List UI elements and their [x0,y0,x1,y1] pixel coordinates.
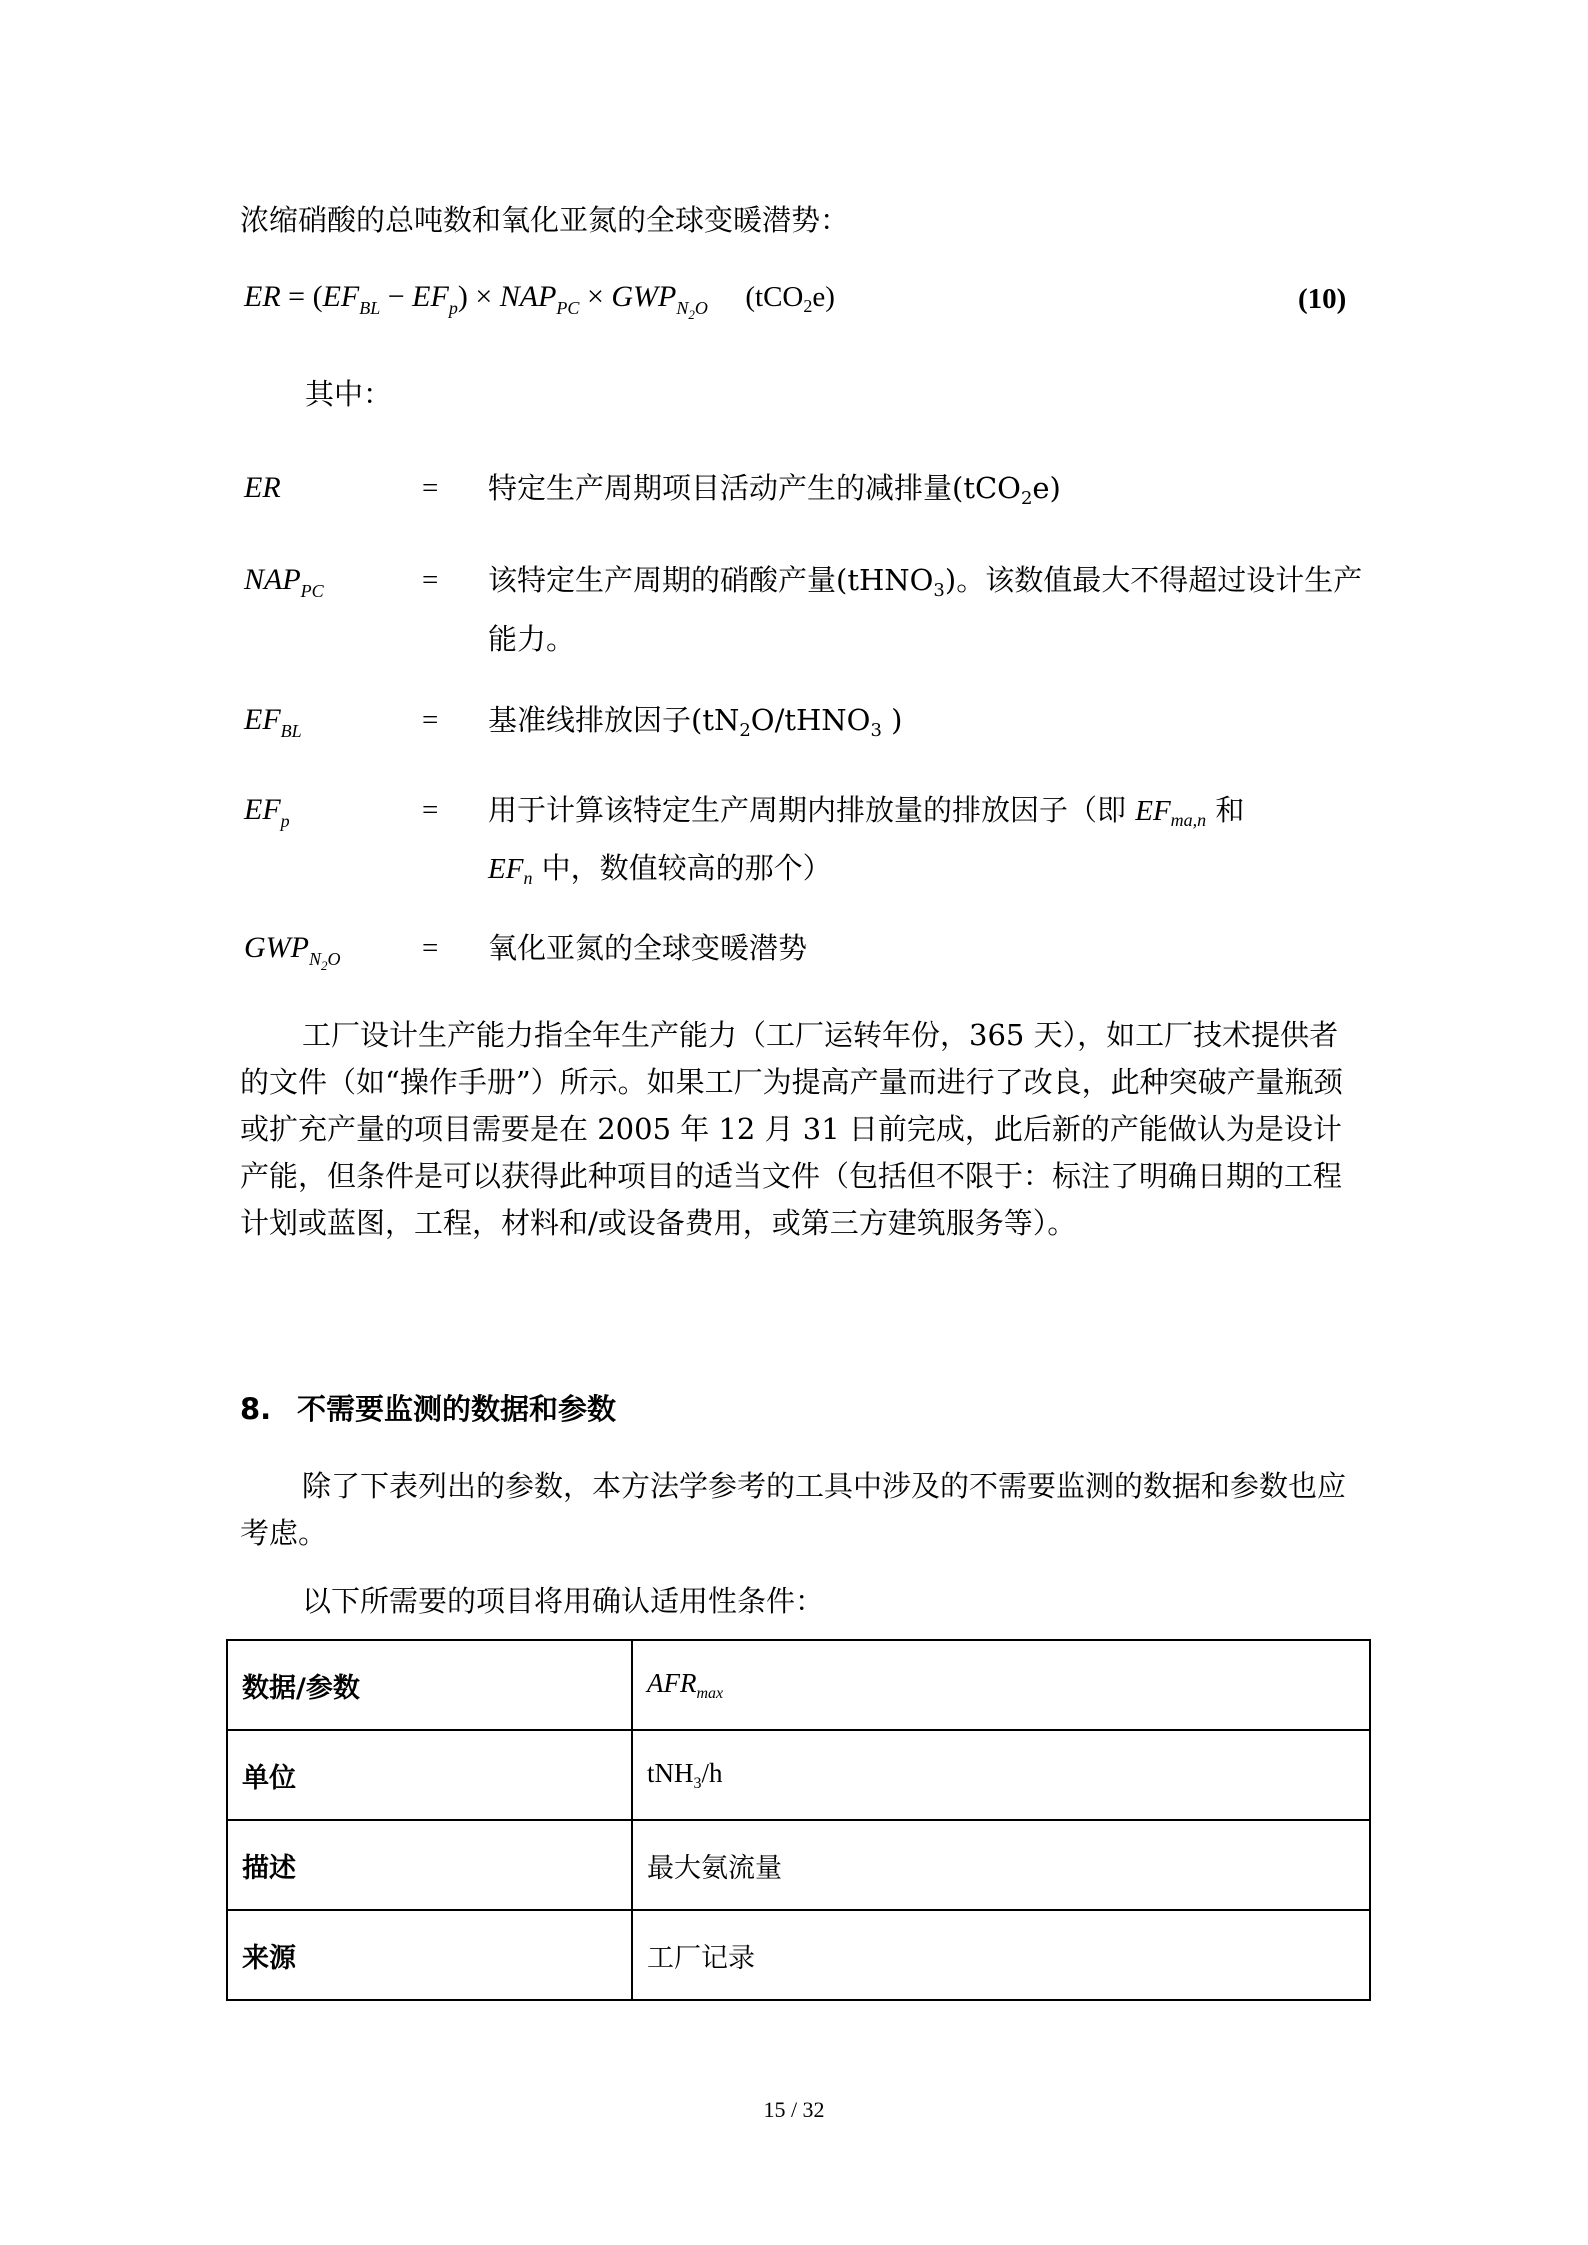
definition-text: 用于计算该特定生产周期内排放量的排放因子（即 $EF_{ma,n}$ 和 $EF_n$ 中，数值较高的那个） [488,793,1245,888]
definition-text: 该特定生产周期的硝酸产量(tHNO$_3$)。该数值最大不得超过设计生产能力。 [488,563,1363,656]
parameter-table [226,1639,1371,2001]
definition-text: 基准线排放因子($tN_2O/tHNO_3$ ) [488,703,903,741]
symbol-ef-bl: $EF_{BL}$ [244,703,302,741]
section-heading [240,1387,616,1428]
symbol-ef-p: $EF_p$ [244,793,290,831]
equals-sign: = [422,704,439,736]
table-value: $AFR_{max}$ [632,1640,1370,1730]
table-row [227,1640,1370,1730]
section-title: 不需要监测的数据和参数 [297,1392,617,1426]
section-paragraph: 除了下表列出的参数，本方法学参考的工具中涉及的不需要监测的数据和参数也应考虑。 [240,1469,1347,1550]
equals-sign: = [422,564,439,596]
equals-sign: = [422,932,439,964]
equation-10: ER = $(EF_{BL} - EF_p) \times NAP_{PC} \times GWP_{N_2O}$ (tCO$_2$e) [244,280,835,322]
table-row [227,1730,1370,1820]
capacity-paragraph: 工厂设计生产能力指全年生产能力（工厂运转年份，365 天），如工厂技术提供者的文件（如“操作手册”）所示。如果工厂为提高产量而进行了改良，此种突破产量瓶颈或扩充产量的项目需要是在 2005 年 12 月 31 日前完成，此后新的产能做认为是设计产能，但条件是可以获得此种项目的适当文件（包括但不限于：标注了明确日期的工程计划或蓝图，工程，材料和/或设备费用，或第三方建筑服务等）。 [240,1018,1343,1240]
equals-sign: = [422,472,439,504]
equation-number: (10) [1298,283,1347,315]
equals-sign: = [422,794,439,826]
table-row [227,1910,1370,2000]
table-key: 数据/参数 [227,1640,632,1730]
applicability-line: 以下所需要的项目将用确认适用性条件： [302,1584,825,1618]
definition-text: 氧化亚氮的全球变暖潜势 [488,931,808,965]
page-number: 15 / 32 [763,2097,825,2122]
symbol-gwp-n2o: $GWP_{N_2O}$ [244,931,341,973]
section-number: 8. [240,1392,272,1426]
definition-text: 特定生产周期项目活动产生的减排量(tCO$_2$e) [488,471,1061,509]
symbol-er: ER [244,471,281,504]
where-label: 其中： [305,377,393,411]
table-value: 工厂记录 [632,1910,1370,2000]
table-key: 单位 [227,1730,632,1820]
symbol-nap-pc: $NAP_{PC}$ [244,563,324,601]
table-key: 描述 [227,1820,632,1910]
table-value: tNH$_3$/h [632,1730,1370,1820]
table-key: 来源 [227,1910,632,2000]
table-value: 最大氨流量 [632,1820,1370,1910]
intro-line: 浓缩硝酸的总吨数和氧化亚氮的全球变暖潜势： [240,203,850,237]
table-row [227,1820,1370,1910]
